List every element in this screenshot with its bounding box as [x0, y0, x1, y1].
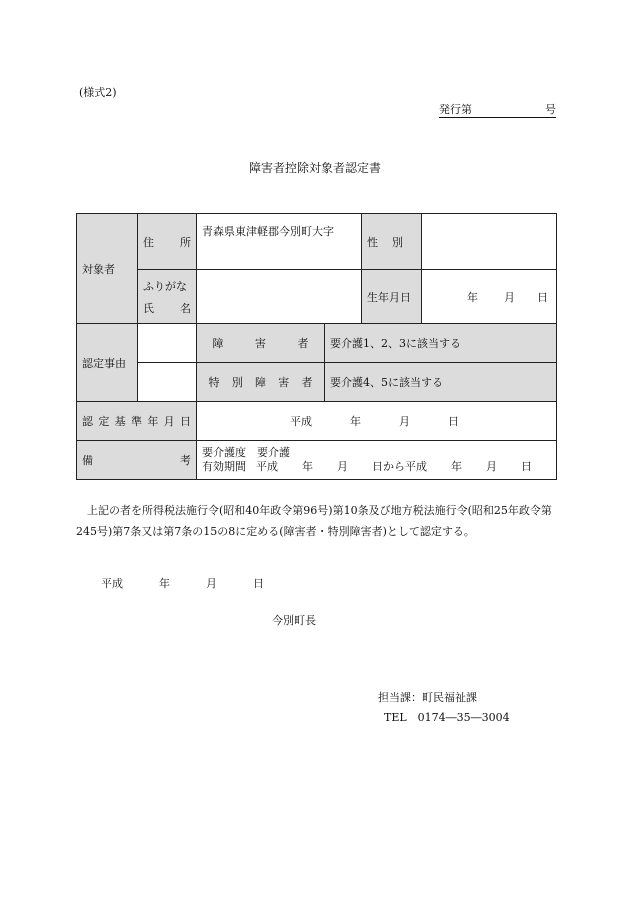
remarks-label-cell: 備 考: [77, 441, 197, 480]
address-value-cell: [197, 214, 362, 270]
base-date-label: [82, 413, 191, 429]
form-number: (様式2): [79, 86, 117, 99]
issue-suffix: 号: [545, 103, 556, 116]
mayor-signature: 今別町長: [272, 614, 316, 627]
address-label-cell: 住 所: [138, 214, 197, 270]
remarks-value-cell: [197, 441, 557, 480]
certificate-table: [76, 213, 557, 480]
base-date-value-cell: 平成 年 月 日: [197, 402, 557, 441]
base-date-label-cell: [77, 402, 197, 441]
address-value: 青森県東津軽郡今別町大字: [202, 225, 334, 238]
disabled-value-cell: 要介護1、2、3に該当する: [325, 324, 557, 363]
subject-label: 対象者: [82, 262, 115, 276]
special-value-cell: 要介護4、5に該当する: [325, 363, 557, 402]
reason-label-cell: 認定事由: [77, 324, 138, 402]
base-date-char: 基: [114, 415, 126, 428]
base-date-char: 年: [147, 415, 159, 428]
subject-label-cell: [77, 214, 138, 324]
base-date-char: 準: [130, 415, 142, 428]
care-level: 要介護度 要介護: [202, 446, 290, 459]
base-date-char: 月: [163, 415, 175, 428]
disabled-label-cell: 障 害 者: [197, 324, 325, 363]
base-date-char: 定: [98, 415, 110, 428]
special-checkbox-cell[interactable]: [138, 363, 197, 402]
sex-label-cell: 性 別: [362, 214, 422, 270]
base-date-char: 日: [179, 415, 191, 428]
body-text: 上記の者を所得税法施行令(昭和40年政令第96号)第10条及び地方税法施行令(昭和25年政令第245号)第7条又は第7条の15の8に定める(障害者・特別障害者)として認定する。: [76, 504, 552, 538]
name-value-cell: [197, 270, 362, 324]
birth-label-cell: 生年月日: [362, 270, 422, 324]
birth-value-cell: 年 月 日: [422, 270, 557, 324]
name-label-cell: ふりがな 氏 名: [138, 270, 197, 324]
special-label-cell: 特 別 障 害 者: [197, 363, 325, 402]
furigana-label: ふりがな: [143, 279, 187, 293]
issue-date: 平成 年 月 日: [101, 577, 264, 590]
sex-value-cell: [422, 214, 557, 270]
base-date-char: 認: [82, 415, 93, 428]
document-title: 障害者控除対象者認定書: [248, 161, 381, 175]
issue-prefix: 発行第: [439, 103, 472, 116]
valid-period: 有効期間 平成 年 月 日から平成 年 月 日: [202, 460, 532, 473]
issue-number-field: [439, 104, 556, 118]
contact-phone: TEL 0174―35―3004: [384, 711, 510, 724]
contact-department: 担当課：町民福祉課: [378, 691, 477, 704]
disabled-checkbox-cell[interactable]: [138, 324, 197, 363]
